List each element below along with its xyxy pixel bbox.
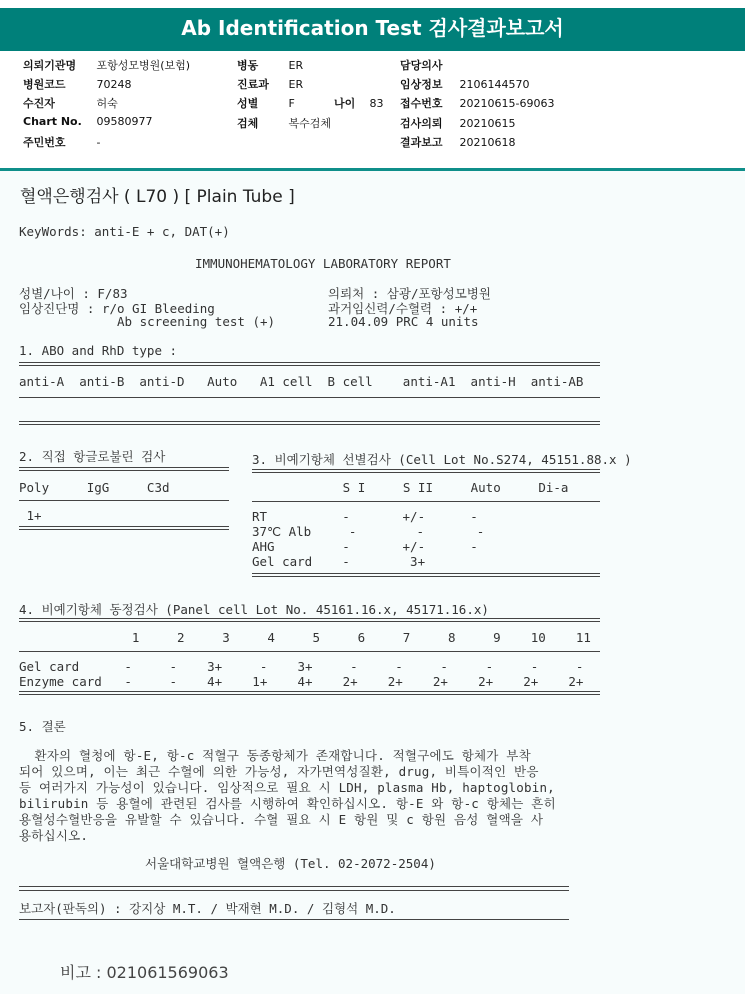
conclusion-line: 등 여러가지 가능성이 있습니다. 임상적으로 필요 시 LDH, plasma Hb, haptoglobin, [19, 780, 555, 795]
dat-headers: Poly IgG C3d [19, 480, 170, 495]
sex-value: F [288, 97, 295, 110]
diagnosis-line-1: 임상진단명 : r/o GI Bleeding [19, 301, 215, 316]
panel-headers: 1 2 3 4 5 6 7 8 9 10 11 [19, 630, 591, 645]
age-label: 나이 [334, 97, 356, 110]
history: 과거임신력/수혈력 : +/+ [328, 301, 478, 316]
referrer: 의뢰처 : 삼광/포항성모병원 [328, 286, 491, 301]
patient-name-value: 허숙 [96, 97, 118, 110]
keywords: KeyWords: anti-E + c, DAT(+) [19, 224, 230, 239]
transfusion: 21.04.09 PRC 4 units [328, 314, 479, 329]
screen-headers: S I S II Auto Di-a [290, 480, 569, 495]
abo-title: 1. ABO and RhD type : [19, 343, 178, 358]
remark: 비고 : 021061569063 [60, 963, 229, 982]
resident-no-row [23, 134, 100, 150]
clinical-info-value: 2106144570 [459, 78, 530, 91]
panel-row: Gel card - - 3+ - 3+ - - - - - - [19, 659, 584, 674]
report-title: 혈액은행검사 ( L70 ) [ Plain Tube ] [20, 187, 295, 207]
screen-mid-rule [252, 501, 600, 502]
clinical-info-row [400, 76, 530, 92]
sex-label: 성별 [237, 97, 259, 110]
lab-title: IMMUNOHEMATOLOGY LABORATORY REPORT [195, 256, 451, 271]
hospital-code-row [23, 76, 132, 92]
abo-bottom-rule [19, 421, 600, 425]
abo-headers: anti-A anti-B anti-D Auto A1 cell B cell anti-A1 anti-H anti-AB [19, 374, 584, 389]
institution-row [23, 57, 190, 73]
chart-no-label: Chart No. [23, 115, 82, 128]
panel-mid-rule [19, 651, 600, 652]
panel-bottom-rule [19, 691, 600, 695]
reporters: 보고자(판독의) : 강지상 M.T. / 박재현 M.D. / 김형석 M.D. [19, 901, 396, 916]
signature-institution: 서울대학교병원 혈액은행 (Tel. 02-2072-2504) [145, 856, 436, 871]
hospital-code-value: 70248 [96, 78, 132, 91]
conclusion-line: 환자의 혈청에 항-E, 항-c 적혈구 동종항체가 존재합니다. 적혈구에도 항체가 부착 [19, 748, 531, 763]
conclusion-title: 5. 결론 [19, 719, 66, 734]
reporter-top-rule-2 [19, 890, 569, 891]
sex-row [237, 95, 384, 111]
request-date-value: 20210615 [459, 117, 516, 130]
screen-bottom-rule [252, 573, 600, 577]
patient-name-row [23, 95, 118, 111]
patient-name-label: 수진자 [23, 97, 55, 110]
ward-value: ER [288, 59, 304, 72]
department-value: ER [288, 78, 304, 91]
dat-title: 2. 직접 항글로불린 검사 [19, 449, 166, 464]
dat-top-rule [19, 467, 229, 471]
specimen-row [237, 115, 331, 131]
conclusion-line: 되어 있으며, 이는 최근 수혈에 의한 가능성, 자가면역성질환, drug, 비특이적인 반응 [19, 764, 539, 779]
physician-label: 담당의사 [400, 59, 443, 72]
chart-no-row [23, 115, 153, 128]
reporter-top-rule [19, 886, 569, 887]
screen-title: 3. 비예기항체 선별검사 (Cell Lot No.S274, 45151.88.x ) [252, 452, 632, 467]
panel-top-rule [19, 618, 600, 622]
abo-top-rule [19, 362, 600, 366]
ward-row [237, 57, 303, 73]
panel-title: 4. 비예기항체 동정검사 (Panel cell Lot No. 45161.16.x, 45171.16.x) [19, 602, 489, 617]
chart-no-value: 09580977 [96, 115, 153, 128]
dat-bottom-rule [19, 526, 229, 530]
hospital-code-label: 병원코드 [23, 78, 66, 91]
receipt-no-value: 20210615-69063 [459, 97, 555, 110]
panel-row: Enzyme card - - 4+ 1+ 4+ 2+ 2+ 2+ 2+ 2+ 2+ [19, 674, 584, 689]
conclusion-line: 용혈성수혈반응을 유발할 수 있습니다. 수혈 필요 시 E 항원 및 c 항원 음성 혈액을 사 [19, 812, 544, 827]
department-label: 진료과 [237, 78, 269, 91]
receipt-no-label: 접수번호 [400, 97, 443, 110]
screen-row: 37℃ Alb - - - [252, 524, 485, 539]
report-header: Ab Identification Test 검사결과보고서 [0, 8, 745, 48]
screen-row: Gel card - 3+ [252, 554, 426, 569]
report-date-value: 20210618 [459, 136, 516, 149]
specimen-label: 검체 [237, 117, 259, 130]
conclusion-line: bilirubin 등 용혈에 관련된 검사를 시행하여 확인하십시오. 항-E 와 항-c 항체는 흔히 [19, 796, 556, 811]
report-date-label: 결과보고 [400, 136, 443, 149]
ward-label: 병동 [237, 59, 259, 72]
screen-top-rule [252, 469, 600, 473]
specimen-value: 복수검체 [288, 117, 332, 130]
sex-age: 성별/나이 : F/83 [19, 286, 128, 301]
institution-value: 포항성모병원(보험) [96, 59, 191, 72]
resident-no-label: 주민번호 [23, 136, 66, 149]
receipt-no-row [400, 95, 554, 111]
physician-row [400, 57, 456, 73]
request-date-row [400, 115, 516, 131]
clinical-info-label: 임상정보 [400, 78, 443, 91]
screen-row: AHG - +/- - [252, 539, 478, 554]
reporter-bottom-rule [19, 919, 569, 920]
request-date-label: 검사의뢰 [400, 117, 443, 130]
diagnosis-line-2: Ab screening test (+) [117, 314, 276, 329]
conclusion-line: 용하십시오. [19, 828, 89, 843]
resident-no-value: - [96, 136, 101, 149]
age-value: 83 [369, 97, 384, 110]
header-divider [0, 48, 745, 51]
dat-values: 1+ [19, 508, 42, 523]
dat-mid-rule [19, 500, 229, 501]
institution-label: 의뢰기관명 [23, 59, 77, 72]
screen-row: RT - +/- - [252, 509, 478, 524]
report-date-row [400, 134, 516, 150]
department-row [237, 76, 303, 92]
abo-mid-rule [19, 397, 600, 398]
